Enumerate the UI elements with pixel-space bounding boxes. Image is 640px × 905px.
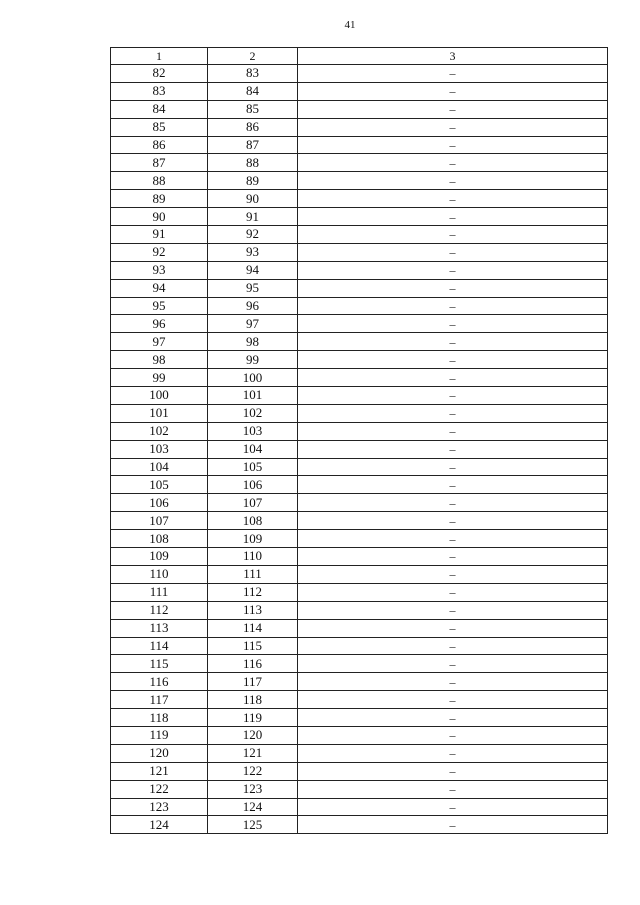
- table-cell-col-1: 119: [111, 726, 208, 744]
- table-cell-col-1: 87: [111, 154, 208, 172]
- table-cell-col-2: 110: [208, 548, 298, 566]
- table-row: [111, 565, 608, 583]
- table-cell-col-2: 88: [208, 154, 298, 172]
- table-cell-col-2: 103: [208, 422, 298, 440]
- table-row: [111, 315, 608, 333]
- table-row: [111, 297, 608, 315]
- table-cell-col-1: 95: [111, 297, 208, 315]
- table-cell-col-3: –: [298, 82, 608, 100]
- table-cell-col-2: 90: [208, 190, 298, 208]
- table-row: [111, 136, 608, 154]
- table-cell-col-1: 97: [111, 333, 208, 351]
- table-row: [111, 816, 608, 834]
- table-cell-col-3: –: [298, 691, 608, 709]
- table-cell-col-2: 83: [208, 65, 298, 83]
- table-cell-col-1: 105: [111, 476, 208, 494]
- table-cell-col-1: 108: [111, 530, 208, 548]
- table-cell-col-2: 116: [208, 655, 298, 673]
- table-row: [111, 619, 608, 637]
- table-row: [111, 601, 608, 619]
- table-row: [111, 100, 608, 118]
- table-cell-col-2: 98: [208, 333, 298, 351]
- table-cell-col-1: 118: [111, 709, 208, 727]
- table-header-row: [111, 48, 608, 65]
- table-cell-col-3: –: [298, 172, 608, 190]
- table-cell-col-1: 86: [111, 136, 208, 154]
- table-cell-col-2: 105: [208, 458, 298, 476]
- table-row: [111, 333, 608, 351]
- table-row: [111, 530, 608, 548]
- table-row: [111, 762, 608, 780]
- table-cell-col-1: 110: [111, 565, 208, 583]
- table-cell-col-3: –: [298, 583, 608, 601]
- table-cell-col-3: –: [298, 494, 608, 512]
- table-row: [111, 65, 608, 83]
- table-cell-col-3: –: [298, 279, 608, 297]
- table-cell-col-2: 104: [208, 440, 298, 458]
- table-row: [111, 190, 608, 208]
- table-cell-col-2: 111: [208, 565, 298, 583]
- table-cell-col-3: –: [298, 190, 608, 208]
- table-cell-col-3: –: [298, 798, 608, 816]
- table-row: [111, 226, 608, 244]
- table-cell-col-1: 100: [111, 387, 208, 405]
- table-cell-col-1: 90: [111, 208, 208, 226]
- table-row: [111, 798, 608, 816]
- table-cell-col-1: 101: [111, 404, 208, 422]
- table-cell-col-1: 92: [111, 243, 208, 261]
- table-cell-col-3: –: [298, 136, 608, 154]
- table-cell-col-2: 106: [208, 476, 298, 494]
- page-number: 41: [344, 19, 356, 31]
- table-cell-col-2: 102: [208, 404, 298, 422]
- table-cell-col-1: 111: [111, 583, 208, 601]
- table-row: [111, 440, 608, 458]
- table-row: [111, 673, 608, 691]
- table-cell-col-3: –: [298, 726, 608, 744]
- table-cell-col-1: 117: [111, 691, 208, 709]
- table-row: [111, 637, 608, 655]
- table-cell-col-1: 88: [111, 172, 208, 190]
- table-cell-col-1: 89: [111, 190, 208, 208]
- table-cell-col-2: 123: [208, 780, 298, 798]
- table-row: [111, 118, 608, 136]
- table-cell-col-3: –: [298, 261, 608, 279]
- table-cell-col-3: –: [298, 226, 608, 244]
- table-cell-col-2: 93: [208, 243, 298, 261]
- table-cell-col-1: 104: [111, 458, 208, 476]
- table-row: [111, 404, 608, 422]
- table-row: [111, 243, 608, 261]
- table-cell-col-2: 119: [208, 709, 298, 727]
- table-cell-col-1: 122: [111, 780, 208, 798]
- table-cell-col-3: –: [298, 709, 608, 727]
- table-cell-col-3: –: [298, 565, 608, 583]
- table-row: [111, 154, 608, 172]
- column-header-1: 1: [111, 48, 208, 65]
- table-cell-col-2: 124: [208, 798, 298, 816]
- table-cell-col-3: –: [298, 351, 608, 369]
- table-cell-col-1: 98: [111, 351, 208, 369]
- table-cell-col-1: 115: [111, 655, 208, 673]
- table-cell-col-2: 92: [208, 226, 298, 244]
- table-cell-col-3: –: [298, 333, 608, 351]
- table-cell-col-3: –: [298, 619, 608, 637]
- table-cell-col-2: 113: [208, 601, 298, 619]
- table-cell-col-3: –: [298, 154, 608, 172]
- table-cell-col-3: –: [298, 208, 608, 226]
- table-cell-col-3: –: [298, 512, 608, 530]
- table-row: [111, 548, 608, 566]
- table-cell-col-2: 97: [208, 315, 298, 333]
- table-cell-col-2: 115: [208, 637, 298, 655]
- table-cell-col-1: 123: [111, 798, 208, 816]
- column-header-2: 2: [208, 48, 298, 65]
- table-cell-col-3: –: [298, 422, 608, 440]
- table-cell-col-2: 94: [208, 261, 298, 279]
- table-cell-col-1: 99: [111, 369, 208, 387]
- table-cell-col-1: 106: [111, 494, 208, 512]
- table-cell-col-2: 120: [208, 726, 298, 744]
- table-cell-col-1: 102: [111, 422, 208, 440]
- table-row: [111, 422, 608, 440]
- table-row: [111, 512, 608, 530]
- table-cell-col-2: 100: [208, 369, 298, 387]
- table-row: [111, 279, 608, 297]
- table-row: [111, 655, 608, 673]
- table-cell-col-3: –: [298, 404, 608, 422]
- table-cell-col-3: –: [298, 369, 608, 387]
- column-header-3: 3: [298, 48, 608, 65]
- table-cell-col-1: 103: [111, 440, 208, 458]
- table-row: [111, 369, 608, 387]
- table-cell-col-3: –: [298, 530, 608, 548]
- table-cell-col-2: 96: [208, 297, 298, 315]
- table-cell-col-1: 120: [111, 744, 208, 762]
- table-row: [111, 583, 608, 601]
- table-cell-col-2: 95: [208, 279, 298, 297]
- table-row: [111, 744, 608, 762]
- table-cell-col-2: 87: [208, 136, 298, 154]
- table-cell-col-2: 117: [208, 673, 298, 691]
- data-table: [110, 47, 608, 834]
- table-row: [111, 458, 608, 476]
- table-cell-col-1: 124: [111, 816, 208, 834]
- table-cell-col-1: 112: [111, 601, 208, 619]
- table-cell-col-3: –: [298, 100, 608, 118]
- table-cell-col-3: –: [298, 601, 608, 619]
- table-row: [111, 208, 608, 226]
- table-cell-col-2: 101: [208, 387, 298, 405]
- table-cell-col-1: 113: [111, 619, 208, 637]
- table-row: [111, 780, 608, 798]
- table-row: [111, 691, 608, 709]
- table-row: [111, 387, 608, 405]
- table-cell-col-3: –: [298, 780, 608, 798]
- table-cell-col-3: –: [298, 297, 608, 315]
- table-row: [111, 494, 608, 512]
- table-cell-col-2: 112: [208, 583, 298, 601]
- table-cell-col-3: –: [298, 387, 608, 405]
- table-row: [111, 261, 608, 279]
- table-cell-col-3: –: [298, 655, 608, 673]
- table-cell-col-2: 85: [208, 100, 298, 118]
- table-cell-col-1: 82: [111, 65, 208, 83]
- table-cell-col-3: –: [298, 744, 608, 762]
- table-cell-col-1: 116: [111, 673, 208, 691]
- table-cell-col-3: –: [298, 315, 608, 333]
- table-cell-col-1: 121: [111, 762, 208, 780]
- table-body: [111, 65, 608, 834]
- table-row: [111, 726, 608, 744]
- table-cell-col-3: –: [298, 458, 608, 476]
- table-cell-col-1: 85: [111, 118, 208, 136]
- table-cell-col-3: –: [298, 637, 608, 655]
- table-cell-col-1: 96: [111, 315, 208, 333]
- table-row: [111, 82, 608, 100]
- table-cell-col-3: –: [298, 476, 608, 494]
- table-cell-col-3: –: [298, 118, 608, 136]
- table-cell-col-3: –: [298, 548, 608, 566]
- table-cell-col-2: 121: [208, 744, 298, 762]
- table-cell-col-3: –: [298, 65, 608, 83]
- table-row: [111, 172, 608, 190]
- table-cell-col-1: 114: [111, 637, 208, 655]
- table-cell-col-2: 125: [208, 816, 298, 834]
- table-cell-col-2: 109: [208, 530, 298, 548]
- table-cell-col-3: –: [298, 762, 608, 780]
- table-cell-col-1: 84: [111, 100, 208, 118]
- table-row: [111, 709, 608, 727]
- table-cell-col-1: 93: [111, 261, 208, 279]
- table-cell-col-1: 91: [111, 226, 208, 244]
- table-cell-col-3: –: [298, 440, 608, 458]
- table-cell-col-1: 107: [111, 512, 208, 530]
- table-cell-col-2: 84: [208, 82, 298, 100]
- table-cell-col-3: –: [298, 243, 608, 261]
- table-cell-col-3: –: [298, 673, 608, 691]
- table-cell-col-3: –: [298, 816, 608, 834]
- table-cell-col-2: 86: [208, 118, 298, 136]
- table-cell-col-2: 107: [208, 494, 298, 512]
- table-cell-col-1: 109: [111, 548, 208, 566]
- table-cell-col-2: 99: [208, 351, 298, 369]
- table-cell-col-2: 89: [208, 172, 298, 190]
- table-cell-col-1: 83: [111, 82, 208, 100]
- table-cell-col-2: 114: [208, 619, 298, 637]
- table-row: [111, 476, 608, 494]
- table-cell-col-2: 91: [208, 208, 298, 226]
- table-cell-col-1: 94: [111, 279, 208, 297]
- table-cell-col-2: 122: [208, 762, 298, 780]
- table-row: [111, 351, 608, 369]
- table-cell-col-2: 108: [208, 512, 298, 530]
- table-cell-col-2: 118: [208, 691, 298, 709]
